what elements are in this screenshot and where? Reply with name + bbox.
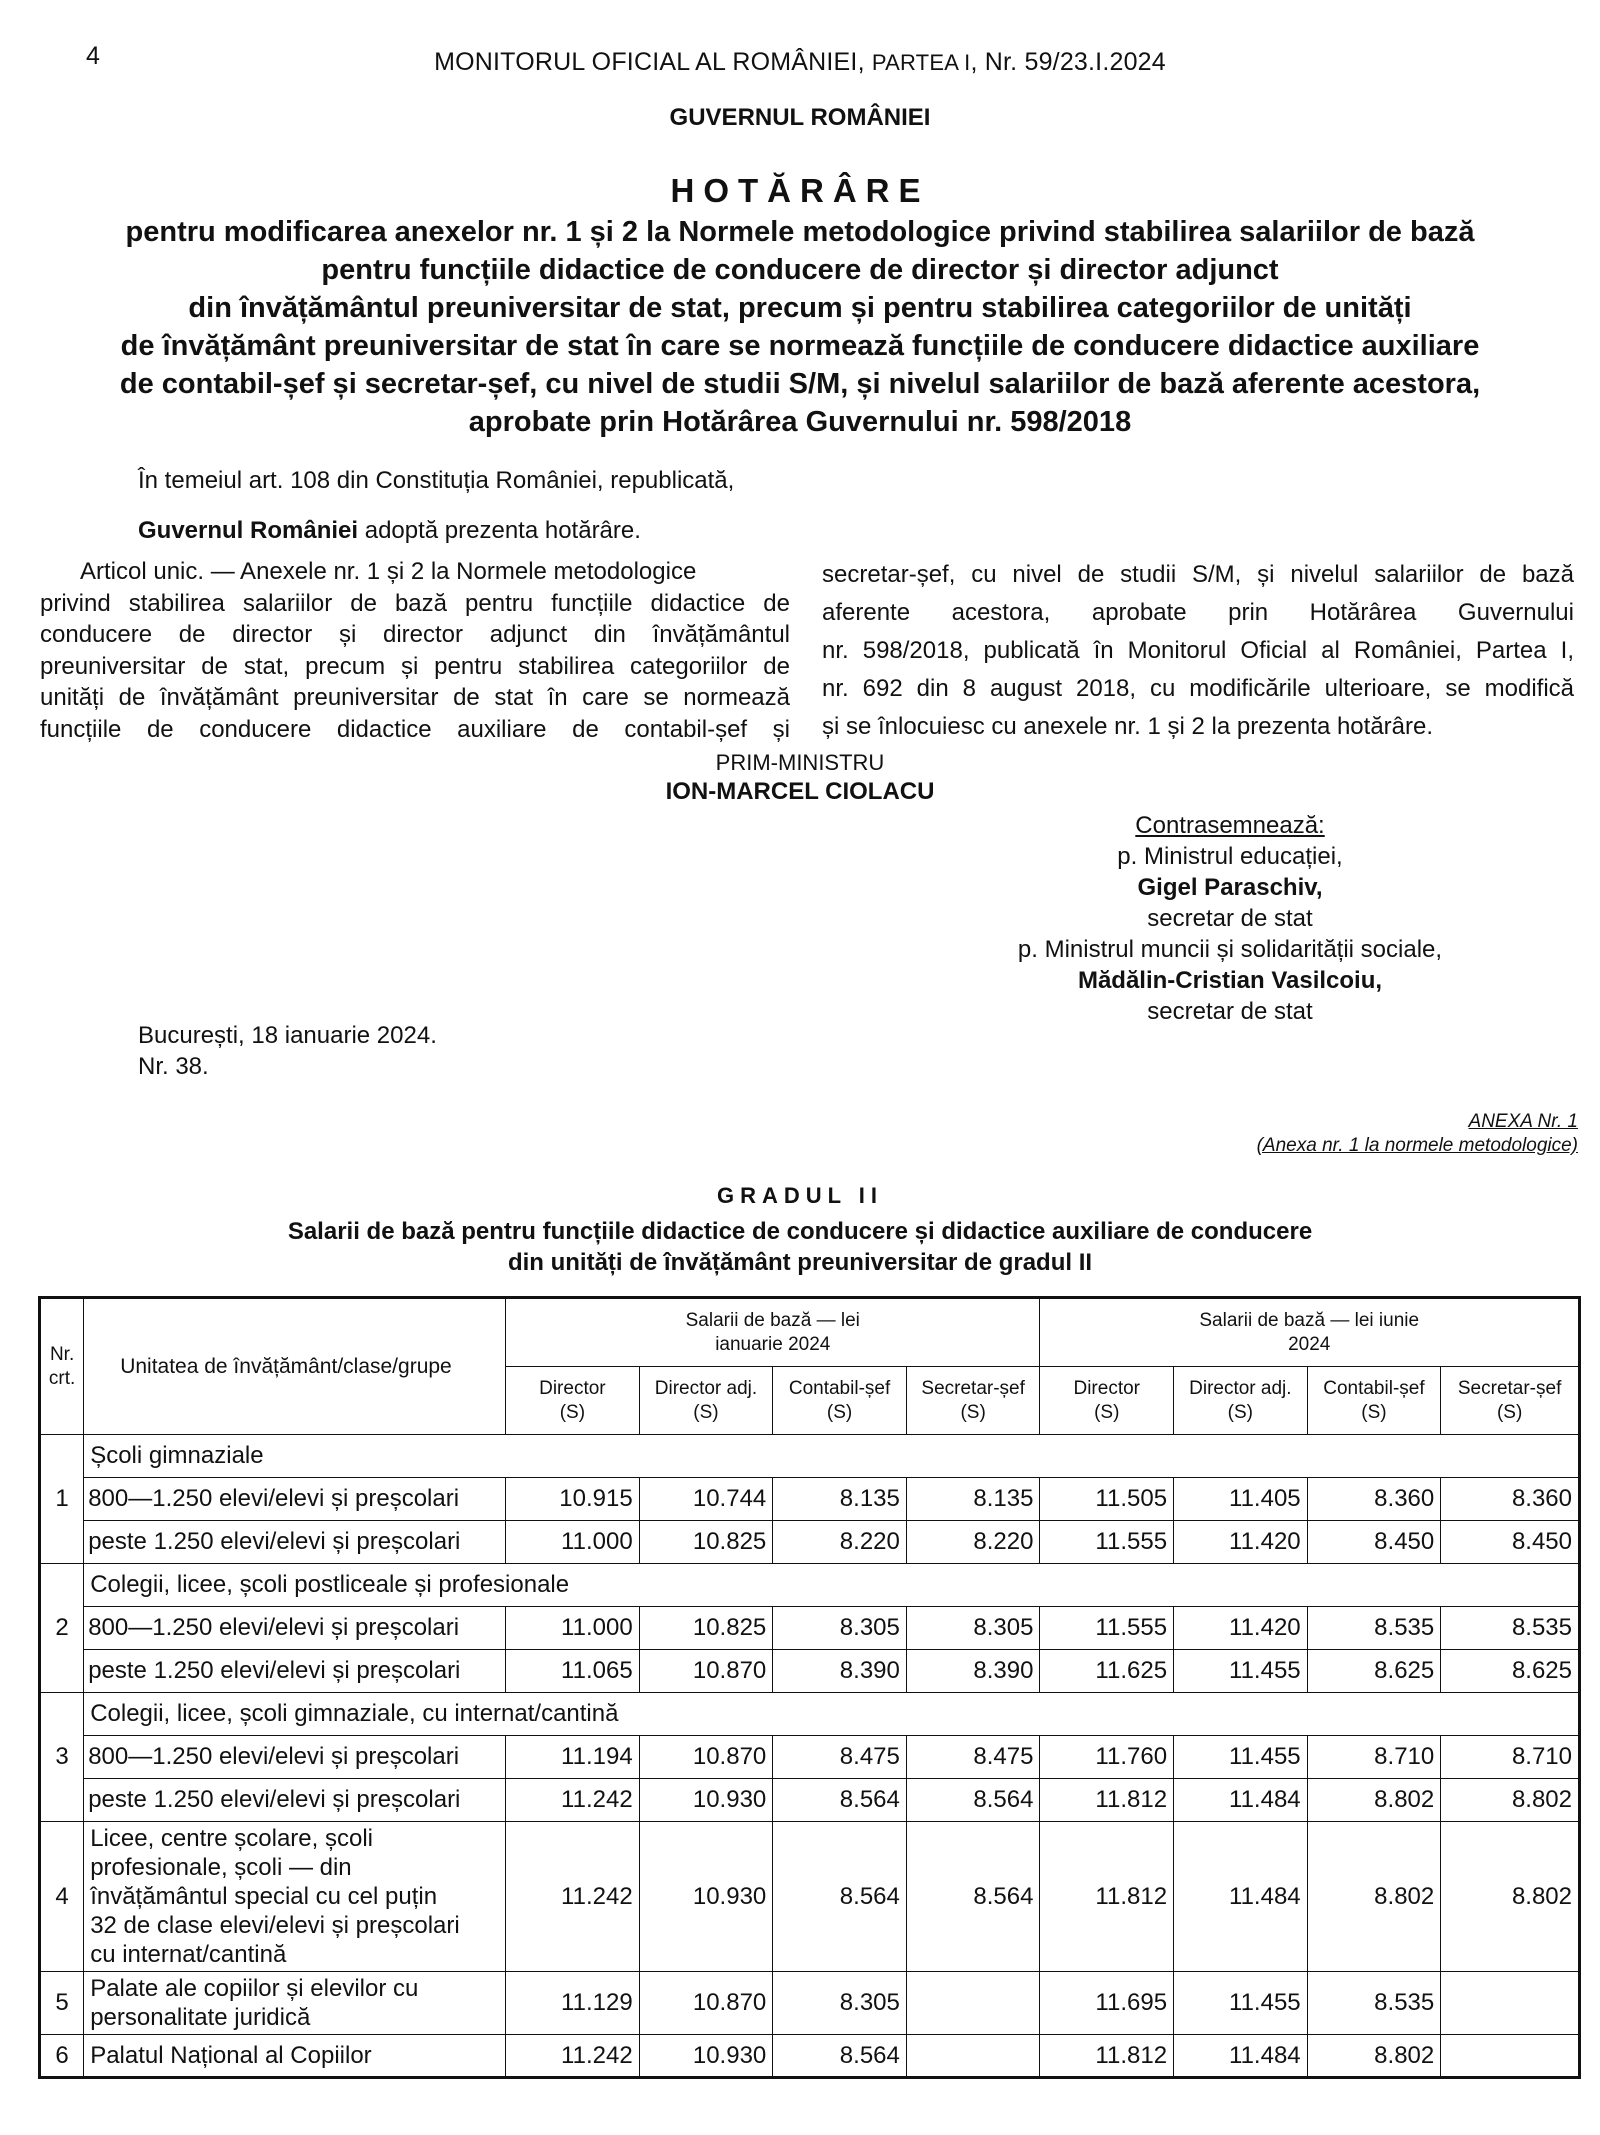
salary-cell: 11.812 — [1040, 2035, 1174, 2078]
salary-cell: 11.065 — [506, 1650, 640, 1693]
salary-cell: 8.710 — [1307, 1736, 1441, 1779]
header-secretar: Secretar-șef (S) — [906, 1367, 1040, 1435]
article-line: nr. 598/2018, publicată în Monitorul Oficial al României, Partea I, — [822, 637, 1574, 664]
countersign-role: secretar de stat — [1147, 998, 1313, 1025]
row-label — [84, 1822, 506, 1972]
salary-cell: 11.812 — [1040, 1822, 1174, 1972]
row-number: 5 — [40, 1972, 84, 2035]
salary-cell: 8.475 — [906, 1736, 1040, 1779]
salary-cell: 8.710 — [1441, 1736, 1580, 1779]
salary-cell: 10.744 — [639, 1478, 773, 1521]
salary-cell — [906, 1972, 1040, 2035]
salary-cell: 10.930 — [639, 1822, 773, 1972]
salary-cell: 8.802 — [1307, 2035, 1441, 2078]
row-label-line: Palatul Național al Copiilor — [90, 2042, 372, 2069]
issuer: GUVERNUL ROMÂNIEI — [669, 104, 931, 131]
pm-title: PRIM-MINISTRU — [715, 750, 885, 775]
table-row — [40, 1822, 1580, 1972]
row-label: peste 1.250 elevi/elevi și preșcolari — [84, 1779, 506, 1822]
row-label: 800—1.250 elevi/elevi și preșcolari — [84, 1736, 506, 1779]
running-title-part: PARTEA I — [871, 50, 971, 75]
salary-cell: 8.450 — [1307, 1521, 1441, 1564]
salary-cell: 11.812 — [1040, 1779, 1174, 1822]
category-label: Colegii, licee, școli postliceale și profesionale — [84, 1564, 1580, 1607]
row-label — [84, 2035, 506, 2078]
salary-cell: 8.535 — [1307, 1607, 1441, 1650]
adoption-rest: adoptă prezenta hotărâre. — [358, 517, 641, 544]
salary-cell: 10.825 — [639, 1521, 773, 1564]
article-line: Articol unic. — Anexele nr. 1 și 2 la Normele metodologice — [80, 558, 697, 585]
salary-cell: 11.695 — [1040, 1972, 1174, 2035]
countersign-name: Gigel Paraschiv, — [1137, 874, 1323, 901]
row-number: 1 — [40, 1435, 84, 1564]
countersign-ministry: p. Ministrul muncii și solidarității sociale, — [1017, 936, 1443, 963]
table-row — [40, 1521, 1580, 1564]
running-title-main: MONITORUL OFICIAL AL ROMÂNIEI, — [434, 48, 872, 76]
salary-cell: 11.455 — [1174, 1736, 1308, 1779]
salary-cell: 10.870 — [639, 1650, 773, 1693]
salary-cell: 8.305 — [773, 1972, 907, 2035]
title-line: pentru modificarea anexelor nr. 1 și 2 la Normele metodologice privind stabilirea salariilor de bază — [125, 216, 1475, 248]
salary-cell: 11.484 — [1174, 2035, 1308, 2078]
salary-cell: 8.450 — [1441, 1521, 1580, 1564]
row-label-line: personalitate juridică — [90, 2004, 311, 2031]
salary-cell — [1441, 2035, 1580, 2078]
table-row — [40, 1736, 1580, 1779]
row-number: 2 — [40, 1564, 84, 1693]
row-number: 6 — [40, 2035, 84, 2078]
row-label: 800—1.250 elevi/elevi și preșcolari — [84, 1478, 506, 1521]
salary-cell: 8.220 — [773, 1521, 907, 1564]
salary-cell: 8.564 — [773, 1779, 907, 1822]
table-row — [40, 1478, 1580, 1521]
salary-cell: 11.420 — [1174, 1521, 1308, 1564]
annex-title: ANEXA Nr. 1 — [1468, 1111, 1578, 1132]
salary-cell: 8.135 — [773, 1478, 907, 1521]
salary-cell: 11.555 — [1040, 1607, 1174, 1650]
table-row — [40, 2035, 1580, 2078]
salary-cell: 8.564 — [773, 2035, 907, 2078]
salary-cell: 8.390 — [906, 1650, 1040, 1693]
decision-title — [40, 213, 1560, 441]
salary-cell: 11.455 — [1174, 1972, 1308, 2035]
table-row — [40, 1693, 1580, 1736]
salary-cell: 11.420 — [1174, 1607, 1308, 1650]
header-group-june: Salarii de bază — lei iunie 2024 — [1040, 1298, 1580, 1367]
article-line: conducere de director și director adjunct din învățământul — [40, 621, 790, 648]
salary-cell: 11.505 — [1040, 1478, 1174, 1521]
article-line: preuniversitar de stat, precum și pentru stabilirea categoriilor de — [40, 652, 790, 680]
salary-cell: 11.000 — [506, 1607, 640, 1650]
salary-cell: 11.484 — [1174, 1822, 1308, 1972]
category-label: Colegii, licee, școli gimnaziale, cu internat/cantină — [84, 1693, 1580, 1736]
salary-cell: 8.564 — [773, 1822, 907, 1972]
header-nr: Nr. crt. — [40, 1298, 84, 1435]
salary-cell: 8.135 — [906, 1478, 1040, 1521]
salary-cell: 11.484 — [1174, 1779, 1308, 1822]
salary-cell: 11.555 — [1040, 1521, 1174, 1564]
table-row — [40, 1650, 1580, 1693]
header-row — [40, 1298, 1580, 1367]
salary-cell — [1441, 1972, 1580, 2035]
row-label: peste 1.250 elevi/elevi și preșcolari — [84, 1650, 506, 1693]
article-line: unități de învățământ preuniversitar de stat în care se normează — [40, 684, 790, 711]
running-title-issue: , Nr. 59/23.I.2024 — [970, 48, 1166, 76]
row-label — [84, 1972, 506, 2035]
table-title-line: Salarii de bază pentru funcțiile didactice de conducere și didactice auxiliare de conducere — [287, 1218, 1313, 1245]
salary-cell: 11.000 — [506, 1521, 640, 1564]
row-label-line: Palate ale copiilor și elevilor cu — [90, 1975, 419, 2002]
preamble: În temeiul art. 108 din Constituția României, republicată, — [138, 467, 735, 494]
salary-cell: 8.802 — [1441, 1779, 1580, 1822]
row-label-line: profesionale, școli — din — [90, 1854, 352, 1881]
title-line: de învățământ preuniversitar de stat în care se normează funcțiile de conducere didactice auxiliare — [120, 330, 1480, 362]
header-director-adj: Director adj. (S) — [639, 1367, 773, 1435]
running-header — [0, 48, 1600, 77]
countersign-ministry: p. Ministrul educației, — [1117, 843, 1343, 870]
salary-cell: 11.455 — [1174, 1650, 1308, 1693]
salary-cell: 8.564 — [906, 1822, 1040, 1972]
salary-cell: 10.915 — [506, 1478, 640, 1521]
title-line: aprobate prin Hotărârea Guvernului nr. 598/2018 — [468, 406, 1132, 438]
row-label-line: învățământul special cu cel puțin — [90, 1883, 438, 1910]
header-director: Director (S) — [1040, 1367, 1174, 1435]
salary-cell: 11.760 — [1040, 1736, 1174, 1779]
salary-cell: 8.802 — [1441, 1822, 1580, 1972]
header-group-january: Salarii de bază — lei ianuarie 2024 — [506, 1298, 1040, 1367]
row-label-line: 32 de clase elevi/elevi și preșcolari — [90, 1912, 460, 1939]
pm-name: ION-MARCEL CIOLACU — [665, 778, 935, 805]
salary-cell: 8.625 — [1307, 1650, 1441, 1693]
salary-cell: 11.242 — [506, 2035, 640, 2078]
header-unit: Unitatea de învățământ/clase/grupe — [84, 1298, 506, 1435]
table-title-line: din unități de învățământ preuniversitar de gradul II — [507, 1249, 1093, 1276]
salary-cell: 8.390 — [773, 1650, 907, 1693]
article-line: și se înlocuiesc cu anexele nr. 1 și 2 la prezenta hotărâre. — [822, 713, 1434, 740]
annex-heading — [978, 1110, 1578, 1158]
salary-cell: 8.802 — [1307, 1822, 1441, 1972]
salary-cell: 10.870 — [639, 1736, 773, 1779]
header-secretar: Secretar-șef (S) — [1441, 1367, 1580, 1435]
row-label-line: cu internat/cantină — [90, 1941, 287, 1968]
salary-cell: 10.870 — [639, 1972, 773, 2035]
adoption-bold: Guvernul României — [138, 517, 359, 544]
row-label: 800—1.250 elevi/elevi și preșcolari — [84, 1607, 506, 1650]
grade-heading: GRADUL II — [716, 1183, 884, 1208]
salary-cell: 8.360 — [1441, 1478, 1580, 1521]
document-type: HOTĂRÂRE — [670, 172, 930, 209]
salary-cell — [906, 2035, 1040, 2078]
table-title — [0, 1216, 1600, 1278]
salary-cell: 11.194 — [506, 1736, 640, 1779]
article-line: funcțiile de conducere didactice auxiliare de contabil-șef și — [40, 715, 790, 743]
table-row — [40, 1972, 1580, 2035]
table-row — [40, 1564, 1580, 1607]
place-date: București, 18 ianuarie 2024. — [138, 1022, 437, 1049]
title-line: din învățământul preuniversitar de stat, precum și pentru stabilirea categoriilor de unități — [188, 292, 1412, 324]
row-number: 4 — [40, 1822, 84, 1972]
header-contabil: Contabil-șef (S) — [773, 1367, 907, 1435]
salary-cell: 11.242 — [506, 1822, 640, 1972]
category-label: Școli gimnaziale — [84, 1435, 1580, 1478]
table-row — [40, 1435, 1580, 1478]
header-director-adj: Director adj. (S) — [1174, 1367, 1308, 1435]
article-line: nr. 692 din 8 august 2018, cu modificările ulterioare, se modifică — [822, 675, 1574, 702]
salary-cell: 8.802 — [1307, 1779, 1441, 1822]
countersign-role: secretar de stat — [1147, 905, 1313, 932]
salary-cell: 8.535 — [1307, 1972, 1441, 2035]
article-line: secretar-șef, cu nivel de studii S/M, și nivelul salariilor de bază — [822, 561, 1574, 588]
salary-cell: 11.625 — [1040, 1650, 1174, 1693]
salary-cell: 8.564 — [906, 1779, 1040, 1822]
salary-cell: 11.242 — [506, 1779, 640, 1822]
row-label-line: Licee, centre școlare, școli — [90, 1825, 373, 1852]
table-body — [40, 1435, 1580, 2078]
salary-cell: 8.305 — [773, 1607, 907, 1650]
salary-cell: 11.129 — [506, 1972, 640, 2035]
row-number: 3 — [40, 1693, 84, 1822]
title-line: de contabil-șef și secretar-șef, cu nivel de studii S/M, și nivelul salariilor de bază aferente acestora, — [119, 368, 1481, 400]
countersign-name: Mădălin-Cristian Vasilcoiu, — [1077, 967, 1383, 994]
salary-cell: 10.930 — [639, 2035, 773, 2078]
header-director: Director (S) — [506, 1367, 640, 1435]
table-row — [40, 1779, 1580, 1822]
salary-cell: 10.930 — [639, 1779, 773, 1822]
countersign-block — [880, 810, 1580, 1027]
page-number: 4 — [86, 42, 100, 70]
article-right-column — [822, 556, 1574, 746]
title-line: pentru funcțiile didactice de conducere de director și director adjunct — [321, 254, 1279, 286]
annex-subtitle: (Anexa nr. 1 la normele metodologice) — [1256, 1135, 1578, 1156]
article-left-column — [40, 556, 790, 745]
salary-cell: 8.305 — [906, 1607, 1040, 1650]
article-line: aferente acestora, aprobate prin Hotărârea Guvernului — [822, 599, 1574, 626]
salary-cell: 11.405 — [1174, 1478, 1308, 1521]
countersign-label: Contrasemnează: — [1135, 812, 1325, 839]
document-number: Nr. 38. — [138, 1053, 209, 1080]
salary-table — [38, 1296, 1581, 2079]
salary-cell: 8.625 — [1441, 1650, 1580, 1693]
row-label: peste 1.250 elevi/elevi și preșcolari — [84, 1521, 506, 1564]
salary-cell: 8.535 — [1441, 1607, 1580, 1650]
salary-cell: 8.360 — [1307, 1478, 1441, 1521]
salary-cell: 8.475 — [773, 1736, 907, 1779]
table-row — [40, 1607, 1580, 1650]
salary-cell: 10.825 — [639, 1607, 773, 1650]
salary-cell: 8.220 — [906, 1521, 1040, 1564]
header-contabil: Contabil-șef (S) — [1307, 1367, 1441, 1435]
adoption-clause — [138, 514, 641, 547]
article-line: privind stabilirea salariilor de bază pentru funcțiile didactice de — [40, 589, 790, 617]
